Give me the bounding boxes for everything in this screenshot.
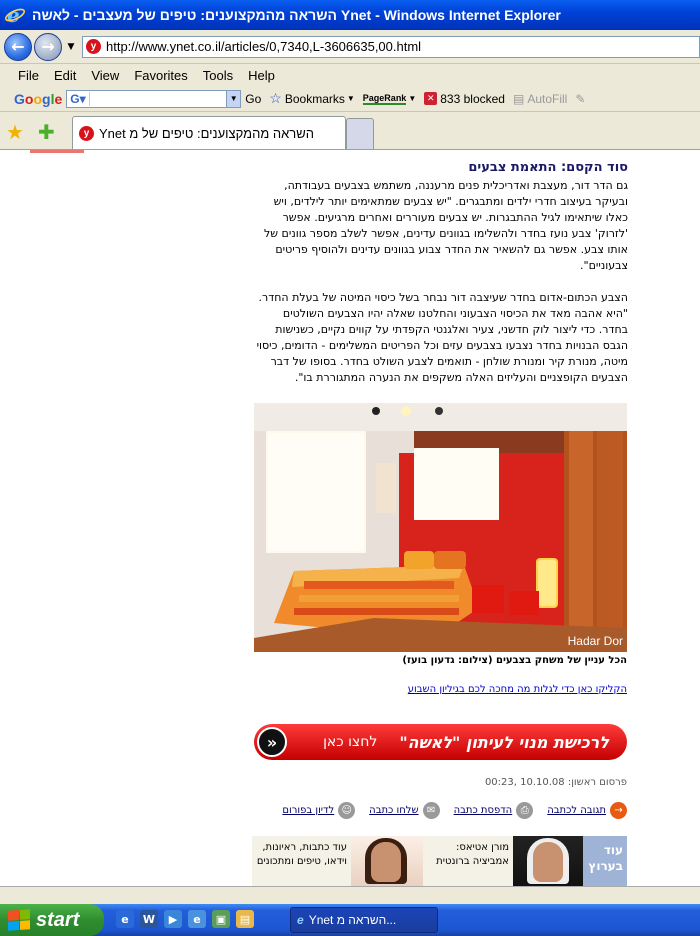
autofill-label: AutoFill [527, 91, 568, 106]
task-label: Ynet השראה מ... [308, 913, 397, 927]
internet-explorer-icon [4, 4, 26, 26]
gallery-link[interactable]: הקליקו כאן כדי לגלות מה מחכה לכם בגיליון השבוע [407, 684, 627, 695]
taskbar-window-button[interactable] [290, 907, 438, 933]
window-title-bar[interactable] [0, 0, 700, 30]
menu-view[interactable]: View [91, 67, 120, 83]
address-field[interactable] [82, 36, 700, 58]
promo-item-1[interactable]: מורן אטיאס: אמביציה ברונטית [423, 836, 513, 886]
subscription-banner[interactable] [254, 724, 627, 760]
site-favicon-icon: y [79, 126, 94, 141]
forum-icon: ☺ [338, 802, 355, 819]
pagerank-label: PageRank [362, 92, 407, 103]
popup-blocker-button[interactable] [424, 92, 505, 106]
status-bar [0, 886, 700, 904]
taskbar [0, 904, 700, 936]
print-tool[interactable] [454, 802, 534, 819]
history-dropdown-icon[interactable]: ▼ [67, 41, 75, 52]
promo-label: עוד בערוץ [583, 836, 627, 886]
menu-bar [0, 64, 700, 86]
bookmarks-button[interactable] [269, 90, 355, 107]
menu-favorites[interactable]: Favorites [134, 67, 188, 83]
svg-text:e: e [7, 5, 20, 25]
promo-photo-face [371, 842, 401, 882]
windows-logo-icon [8, 909, 30, 931]
tab-active[interactable] [72, 116, 346, 149]
tab-bar [0, 112, 700, 150]
comment-tool[interactable] [547, 802, 627, 819]
blocked-count: 833 blocked [440, 91, 505, 106]
banner-headline: לרכישת מנוי לעיתון "לאשה" [399, 732, 609, 752]
quicklaunch-browser-icon[interactable]: e [188, 910, 206, 928]
quicklaunch-word-icon[interactable]: W [140, 910, 158, 928]
forward-arrow-icon: → [41, 37, 55, 56]
comment-icon: → [610, 802, 627, 819]
menu-edit[interactable]: Edit [53, 67, 77, 83]
page-content [0, 150, 700, 886]
bookmarks-label: Bookmarks [284, 91, 345, 106]
back-button[interactable] [4, 33, 32, 61]
forum-tool[interactable] [282, 802, 355, 819]
header-divider [30, 150, 84, 153]
back-arrow-icon: ← [11, 37, 25, 56]
send-tool[interactable] [369, 802, 439, 819]
promo-photo-face [533, 842, 563, 882]
pagerank-button[interactable] [363, 93, 416, 105]
bookmark-star-icon: ☆ [269, 90, 282, 106]
quicklaunch-desktop-icon[interactable]: ▣ [212, 910, 230, 928]
go-button[interactable]: Go [245, 91, 262, 106]
window-title: השראה מהמקצוענים: טיפים של מעצבים - לאשה Ynet - Windows Internet Explorer [32, 7, 561, 23]
forward-button[interactable] [34, 33, 62, 61]
article-section-heading: סוד הקסם: התאמת צבעים [468, 160, 628, 175]
chevron-down-icon: ▼ [346, 94, 355, 103]
menu-help[interactable]: Help [248, 67, 275, 83]
autofill-button[interactable] [513, 92, 585, 106]
photo-caption: הכל עניין של משחק בצבעים (צילום: גדעון בועז) [402, 655, 627, 666]
new-tab-button[interactable] [346, 118, 374, 149]
send-label: שלחו כתבה [369, 805, 419, 816]
favorites-center-star-icon[interactable]: ★ [6, 120, 24, 144]
print-icon: ⎙ [516, 802, 533, 819]
google-logo[interactable]: Google [14, 90, 63, 107]
article-tools [252, 802, 627, 819]
banner-cta[interactable]: לחצו כאן [323, 734, 378, 750]
double-chevron-left-icon[interactable]: « [257, 727, 287, 757]
quicklaunch-folder-icon[interactable]: ▤ [236, 910, 254, 928]
google-search-input[interactable] [66, 90, 241, 108]
bedroom-illustration [254, 403, 627, 652]
chevron-down-icon: ▼ [408, 94, 417, 103]
search-dropdown-icon[interactable]: ▼ [226, 91, 240, 107]
promo-item-2[interactable]: עוד כתבות, ראיונות, וידאו, טיפים ומתכונים [252, 836, 351, 886]
channel-promo-strip [252, 836, 627, 886]
send-icon: ✉ [423, 802, 440, 819]
menu-tools[interactable]: Tools [202, 67, 234, 83]
print-label: הדפסת כתבה [453, 805, 513, 816]
autofill-icon: ▤ [512, 91, 525, 106]
tab-label: השראה מהמקצוענים: טיפים של מ Ynet [99, 125, 314, 141]
quicklaunch-media-icon[interactable]: ▶ [164, 910, 182, 928]
google-toolbar [0, 86, 700, 112]
internet-explorer-icon: e [297, 913, 304, 927]
photo-watermark: Hadar Dor [567, 634, 623, 648]
article-body [252, 160, 628, 402]
bedroom-photo [254, 403, 627, 652]
forum-label: לדיון בפורום [282, 805, 335, 816]
url-text[interactable]: http://www.ynet.co.il/articles/0,7340,L-3606635,00.html [106, 39, 422, 54]
menu-file[interactable]: File [18, 67, 39, 83]
site-favicon-icon: y [86, 39, 101, 54]
google-g-icon: G▾ [67, 92, 89, 106]
promo-photo-1[interactable] [513, 836, 583, 886]
promo-photo-2[interactable] [351, 836, 423, 886]
start-button[interactable] [0, 904, 104, 936]
pencil-icon[interactable]: ✎ [575, 91, 586, 106]
add-favorite-icon[interactable]: ✚ [38, 120, 55, 144]
popup-blocked-icon: ✕ [424, 92, 437, 105]
publish-date: פרסום ראשון: 10.10.08 ,00:23 [484, 777, 627, 788]
address-toolbar [0, 30, 700, 64]
quicklaunch-ie-icon[interactable]: e [116, 910, 134, 928]
comment-label: תגובה לכתבה [547, 805, 606, 816]
article-paragraph: גם הדר דור, מעצבת ואדריכלית פנים מרעננה, משתמש בצבעים בעבודתה, ובעיקר בעיצוב חדרי ילדים ומתבגרים. "יש צבעים שמתאימים יותר לילדים, ויש כאלו שיתאימו לגיל ההתבגרות. יש צבעים מעוררים ואחרים מרגיעים. אפשר 'לזרוק' צבע נועז בחדר ולהשלימו בגוונים עדינים, אפשר לשלב מספר גוונים של אותו צבע. אפשר גם להשאיר את החדר צבוע בגוונים עדינים ולהוסיף פריטים צבעוניים". [264, 179, 628, 272]
article-paragraph: הצבע הכתום-אדום בחדר שעיצבה דור נבחר בשל כיסוי המיטה של בעלת החדר. "היא אהבה מאד את הכיסוי הצבעוני והחלטנו שאלה יהיו הצבעים השולטים בחדר. כדי ליצור לוק חדשני, צעיר ואלגנטי הקפדתי על קווים נקיים, כשנישות הגבס הבנויות בחדר נצבעו בצבעים עזים וכל הפריטים המשלימים - הדומים, כיסוי מיטה, מנורת קיר ומנורת שולחן - תואמים לצבע השולט בחדר. בסופו של דבר הצבעים הקופצניים והעליזים האלה משקפים את הנערה המתגוררת בו". [256, 291, 628, 384]
start-label: start [36, 908, 80, 931]
